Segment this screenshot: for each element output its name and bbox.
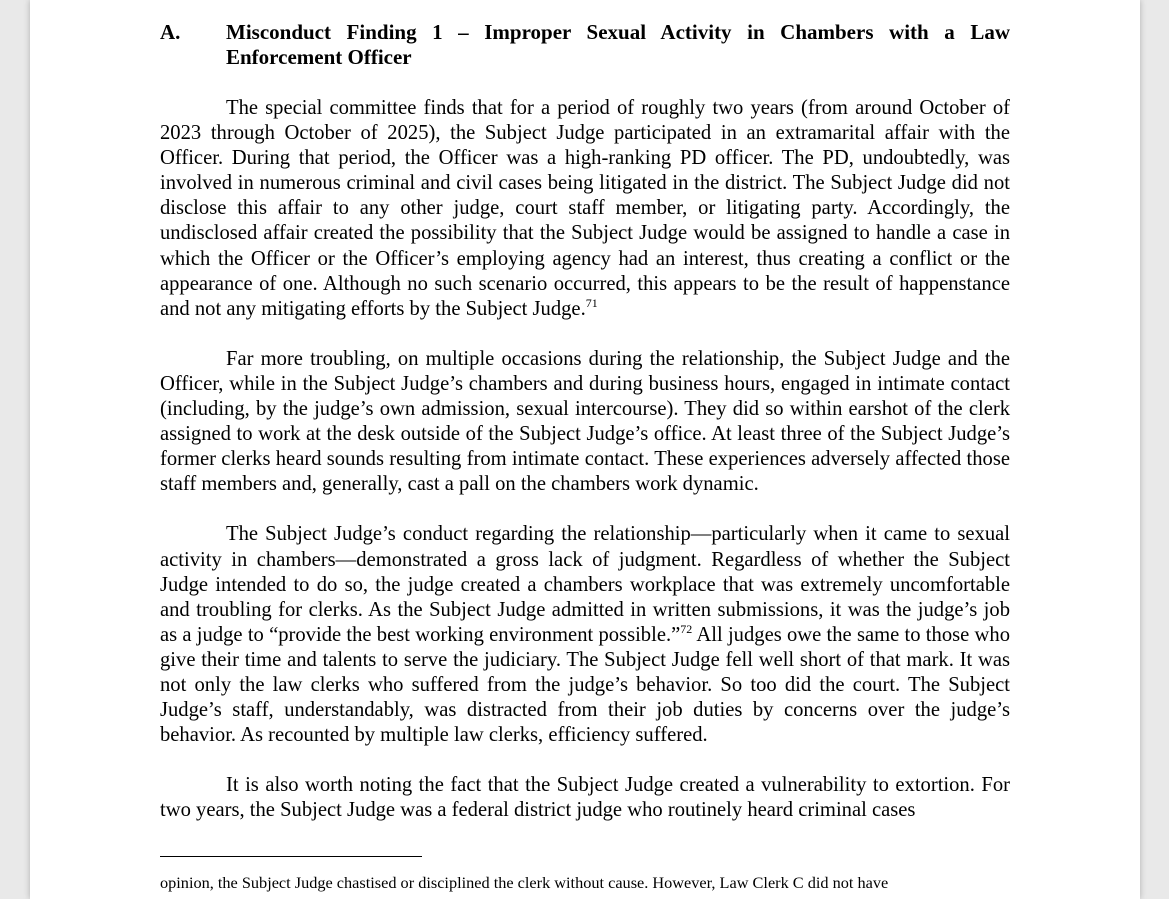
section-title: Misconduct Finding 1 – Improper Sexual Activity in Chambers with a Law Enforcement Officer — [226, 20, 1010, 69]
footnote-ref-72[interactable]: 72 — [680, 621, 693, 636]
section-letter: A. — [160, 20, 181, 44]
paragraph-2 — [160, 347, 1010, 498]
footnote-ref-71[interactable]: 71 — [585, 295, 598, 310]
paragraph-4-text: It is also worth noting the fact that the Subject Judge created a vulnerability to extortion. For two years, the Subject Judge was a federal district judge who routinely heard criminal cases — [160, 774, 1010, 822]
paragraph-3 — [160, 522, 1010, 748]
page-body — [160, 20, 1010, 848]
section-heading — [160, 20, 1010, 70]
paragraph-1-text: The special committee finds that for a period of roughly two years (from around October of 2023 through October of 2025), the Subject Judge participated in an extramarital affair with the Officer. During that period, the Officer was a high-ranking PD officer. The PD, undoubtedly, was involved in numerous criminal and civil cases being litigated in the district. The Subject Judge did not disclose this affair to any other judge, court staff member, or litigating party. Accordingly, the undisclosed affair created the possibility that the Subject Judge would be assigned to handle a case in which the Officer or the Officer’s employing agency had an interest, thus creating a conflict or the appearance of one. Although no such scenario occurred, this appears to be the result of happenstance and not any mitigating efforts by the Subject Judge. — [160, 97, 1010, 320]
document-page — [30, 0, 1140, 899]
paragraph-3-text-after: All judges owe the same to those who give their time and talents to serve the judiciary. The Subject Judge fell well short of that mark. It was not only the law clerks who suffered from the judge’s behavior. So too did the court. The Subject Judge’s staff, understandably, was distracted from their job duties by concerns over the judge’s behavior. As recounted by multiple law clerks, efficiency suffered. — [160, 623, 1010, 747]
paragraph-3-text-before: The Subject Judge’s conduct regarding the relationship—particularly when it came to sexual activity in chambers—demonstrated a gross lack of judgment. Regardless of whether the Subject Judge intended to do so, the judge created a chambers workplace that was extremely uncomfortable and troubling for clerks. As the Subject Judge admitted in written submissions, it was the judge’s job as a judge to “provide the best working environment possible.” — [160, 523, 1010, 646]
paragraph-1 — [160, 96, 1010, 322]
paragraph-4 — [160, 773, 1010, 823]
footnote-divider — [160, 856, 422, 857]
footnote-text: opinion, the Subject Judge chastised or disciplined the clerk without cause. However, Law Clerk C did not have — [160, 873, 889, 892]
paragraph-2-text: Far more troubling, on multiple occasions during the relationship, the Subject Judge and the Officer, while in the Subject Judge’s chambers and during business hours, engaged in intimate contact (including, by the judge’s own admission, sexual intercourse). They did so within earshot of the clerk assigned to work at the desk outside of the Subject Judge’s office. At least three of the Subject Judge’s former clerks heard sounds resulting from intimate contact. These experiences adversely affected those staff members and, generally, cast a pall on the chambers work dynamic. — [160, 347, 1010, 496]
